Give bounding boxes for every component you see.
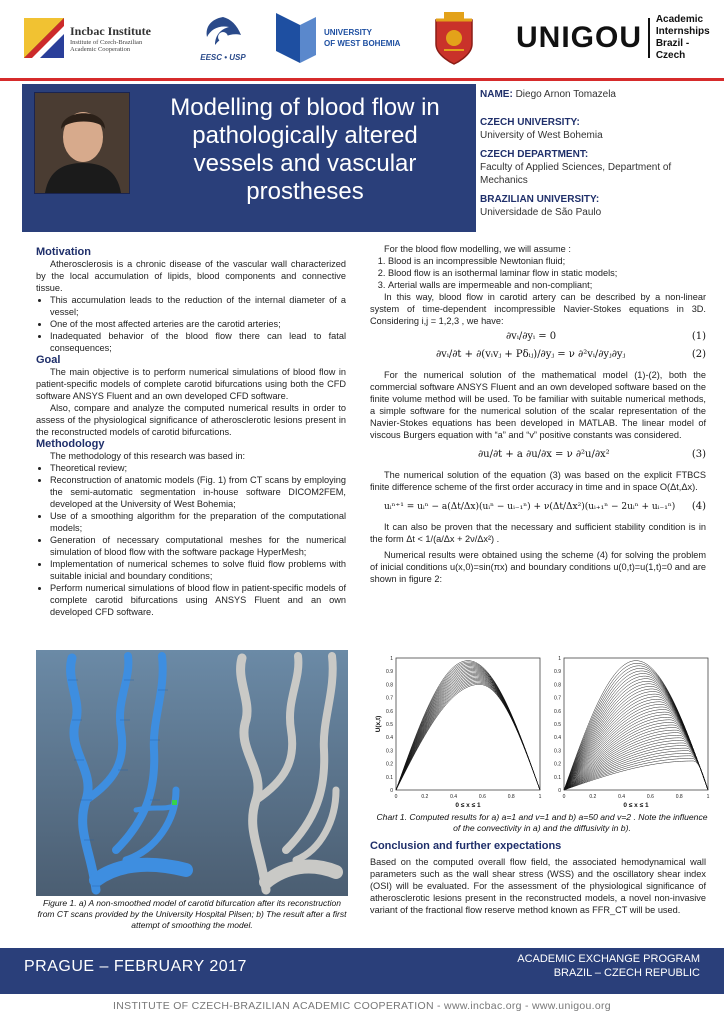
chart-x-tick-label: 0.6 [646,794,654,800]
chart-y-tick-label: 0.9 [386,669,393,676]
chart1 [374,654,712,810]
chart-y-tick-label: 0.9 [554,669,561,676]
list-item: • Generation of necessary computational meshes for the numerical simulation of blood flow with the software package HyperMesh; [50,534,346,558]
equation-3-number: (3) [691,449,706,460]
footer-institute-line: INSTITUTE OF CZECH-BRAZILIAN ACADEMIC COOPERATION - www.incbac.org - www.unigou.org [113,1000,611,1012]
eesc-emblem-icon [201,15,245,53]
chart-y-tick-label: 0 [390,788,393,794]
chart-x-tick-label: 0.2 [421,794,429,800]
footer-location-date: PRAGUE – FEBRUARY 2017 [24,958,247,975]
chart1-svg [374,654,712,810]
equation-1: ∂vᵢ/∂yᵢ = 0 [506,331,557,342]
conclusion-section [370,840,706,916]
chart-y-tick-label: 0.5 [386,722,393,728]
usp-crest [430,8,486,68]
chart1-caption: Chart 1. Computed results for a) a=1 and v=1 and b) a=50 and v=2 . Note the influence of the convectivity in a) and the diffusivity in b). [376,812,708,833]
motivation-text: Atherosclerosis is a chronic disease of the vascular wall characterized by the local accumulation of lipids, blood components and connective tissue. [36,259,346,293]
list-item: 3. Arterial walls are impermeable and non-compliant; [388,279,706,291]
uwb-line2: OF WEST BOHEMIA [324,39,401,48]
crest-icon [430,10,478,66]
figure1-image [36,650,348,896]
figure1-caption: Figure 1. a) A non-smoothed model of carotid bifurcation after its reconstruction from CT scans provided by the University Hospital Pilsen; b) The result after a first attempt of smoothing the model. [37,898,347,930]
list-item: • Perform numerical simulations of blood flow in patient-specific models of complete carotid bifurcations using ANSYS Fluent and an own developed CFD software. [50,582,346,618]
chart-y-tick-label: 0.2 [386,761,393,768]
chart-x-tick-label: 0.6 [478,794,486,800]
motivation-heading: Motivation [36,246,91,258]
list-item: • This accumulation leads to the reduction of the internal diameter of a vessel; [50,294,346,318]
chart-x-axis-label: 0 ≤ x ≤ 1 [455,802,481,809]
list-item: • Inadequated behavior of the blood flow there can lead to fatal consequences; [50,330,346,354]
br-univ-label: BRAZILIAN UNIVERSITY: [480,194,600,205]
unigou-line1: Academic [655,14,704,25]
list-item: 2. Blood flow is an isothermal laminar flow in static models; [388,267,706,279]
unigou-line2: Internships [655,26,710,37]
footer-program [470,952,700,980]
chart-plot-area [396,658,540,790]
footer-program-line1: ACADEMIC EXCHANGE PROGRAM [517,953,700,965]
list-item: • Reconstruction of anatomic models (Fig. 1) from CT scans by employing the semi-automatic segmentation in-house software DICOM2FEM, developed at the University of West Bohemia; [50,474,346,510]
numerical-paragraph: For the numerical solution of the mathematical model (1)-(2), both the commercial software ANSYS Fluent and an own developed software based on the finite volume method will be used. To be familiar with suitable numerical methods, a simple software for the numerical solution of the scalar representation of the Navier-Stokes equations has been developed in MATLAB. The linear model of viscous Burgers equation with “a” and “v” positive constants was considered. [370,370,706,440]
left-column [36,246,346,618]
unigou-line3: Brazil - Czech [655,38,690,61]
poster-title: Modelling of blood flow in pathologically altered vessels and vascular prostheses [170,94,440,205]
footer-program-line2: BRAZIL – CZECH REPUBLIC [553,967,700,979]
list-item: • Implementation of numerical schemes to solve fluid flow problems with suitable inicial and boundary conditions; [50,558,346,582]
goal-heading: Goal [36,354,61,366]
name-label: NAME: [480,89,513,100]
chart-x-tick-label: 0.8 [675,794,683,800]
chart-y-tick-label: 1 [558,656,561,662]
author-photo [34,92,130,194]
chart-y-tick-label: 0 [558,788,561,794]
czech-dept-label: CZECH DEPARTMENT: [480,149,589,160]
incbac-flag-icon [24,18,64,58]
header-red-rule [0,78,724,81]
conclusion-text: Based on the computed overall flow field, the associated hemodynamical wall parameters such as the wall shear stress (WSS) and the oscillatory shear index (OSI) will be evaluated. For the assessment of the physiological significance of atherosclerotic lesions present in the reconstructed models, a novel non-invasive variant of the fractional flow reserve method known as FFR_CT will be used. [370,857,706,915]
equation-2: ∂vᵢ/∂t + ∂(vᵢvⱼ + Pδᵢⱼ)/∂yⱼ = ν ∂²vᵢ/∂yⱼ∂yⱼ [436,349,626,360]
portrait-icon [35,93,129,193]
eesc-logo [188,8,258,68]
chart-x-tick-label: 0.2 [589,794,597,800]
equation-1-number: (1) [691,331,706,342]
chart-y-tick-label: 0.1 [554,774,561,781]
chart-y-tick-label: 1 [390,656,393,662]
equation-4: uᵢⁿ⁺¹ = uᵢⁿ − a(Δt/Δx)(uᵢⁿ − uᵢ₋₁ⁿ) + ν(Δt/Δx²)(uᵢ₊₁ⁿ − 2uᵢⁿ + uᵢ₋₁ⁿ) [384,502,676,512]
chart-x-tick-label: 1 [706,794,710,800]
czech-univ-value: University of West Bohemia [480,130,603,141]
methodology-heading: Methodology [36,438,105,450]
chart-y-tick-label: 0.3 [554,748,561,755]
carotid-models-icon [36,650,348,896]
chart-y-tick-label: 0.4 [554,735,561,742]
incbac-logo [24,8,164,68]
assumptions-list [370,255,706,291]
results-paragraph: Numerical results were obtained using the scheme (4) for solving the problem of inicial conditions u(x,0)=sin(πx) and boundary conditions u(0,t)=u(1,t)=0 and are shown in figure 2: [370,550,706,584]
br-univ-value: Universidade de São Paulo [480,207,602,218]
unigou-divider [648,18,650,58]
chart-x-tick-label: 0.4 [450,794,458,800]
info-block [480,88,706,219]
ns-paragraph: In this way, blood flow in carotid artery can be described by a non-linear system of time-dependent incompressible Navier-Stokes equations in 3D. Considering i,j = 1,2,3 , we have: [370,292,706,326]
chart-y-tick-label: 0.6 [554,708,561,715]
list-item: 1. Blood is an incompressible Newtonian fluid; [388,255,706,267]
unigou-name: UNIGOU [516,21,642,54]
uwb-line1: UNIVERSITY [324,28,373,37]
chart-x-axis-label: 0 ≤ x ≤ 1 [623,802,649,809]
eesc-text: EESC • USP [200,52,246,62]
uwb-logo [276,8,406,68]
goal-text-2: Also, compare and analyze the computed numerical results in order to assess of the physiological significance of atherosclerotic lesions present in the reconstructed models of carotid bifurcations. [36,403,346,437]
methodology-text: The methodology of this research was based in: [50,451,246,461]
list-item: • Use of a smoothing algorithm for the preparation of the computational models; [50,510,346,534]
chart-y-tick-label: 0.2 [554,761,561,768]
czech-univ-label: CZECH UNIVERSITY: [480,117,580,128]
stability-paragraph: It can also be proven that the necessary and sufficient stability condition is in the form Δt < 1/(a/Δx + 2ν/Δx²) . [370,522,706,544]
chart-x-tick-label: 0.4 [618,794,626,800]
assumptions-intro: For the blood flow modelling, we will assume : [384,244,571,254]
motivation-list [36,294,346,354]
chart-y-tick-label: 0.7 [554,695,561,702]
list-item: • Theoretical review; [50,462,346,474]
czech-dept-value: Faculty of Applied Sciences, Department of Mechanics [480,162,672,186]
chart-y-tick-label: 0.8 [554,682,561,689]
incbac-sub2: Academic Cooperation [70,45,131,53]
unigou-logo [516,8,716,68]
chart-y-tick-label: 0.3 [386,748,393,755]
chart-x-tick-label: 0.8 [507,794,515,800]
equation-2-number: (2) [691,349,706,360]
logo-bar [0,0,724,78]
chart-x-tick-label: 0 [394,794,398,800]
chart-y-axis-label: U(x,t) [375,715,382,733]
right-column [370,243,706,585]
goal-text-1: The main objective is to perform numerical simulations of blood flow in patient-specific models of complete carotid bifurcations using both the CFD software ANSYS Fluent and an own developed CFD software. [36,367,346,401]
uwb-emblem-icon [276,13,316,63]
chart-y-tick-label: 0.4 [386,735,393,742]
name-value: Diego Arnon Tomazela [515,89,616,100]
chart-y-tick-label: 0.6 [386,708,393,715]
equation-3: ∂u/∂t + a ∂u/∂x = ν ∂²u/∂x² [478,449,610,460]
chart-y-tick-label: 0.8 [386,682,393,689]
list-item: • One of the most affected arteries are the carotid arteries; [50,318,346,330]
ftbcs-paragraph: The numerical solution of the equation (3) was based on the explicit FTBCS finite difference scheme of the first order accuracy in time and in space O(Δt,Δx). [370,470,706,492]
chart-x-tick-label: 0 [562,794,566,800]
methodology-list [36,462,346,618]
incbac-name: Incbac Institute [70,23,152,38]
equation-4-number: (4) [691,501,706,512]
incbac-sub1: Institute of Czech-Brazilian [70,38,143,46]
chart-x-tick-label: 1 [538,794,542,800]
conclusion-heading: Conclusion and further expectations [370,840,562,852]
chart-y-tick-label: 0.1 [386,774,393,781]
chart-y-tick-label: 0.5 [554,722,561,728]
chart-y-tick-label: 0.7 [386,695,393,702]
